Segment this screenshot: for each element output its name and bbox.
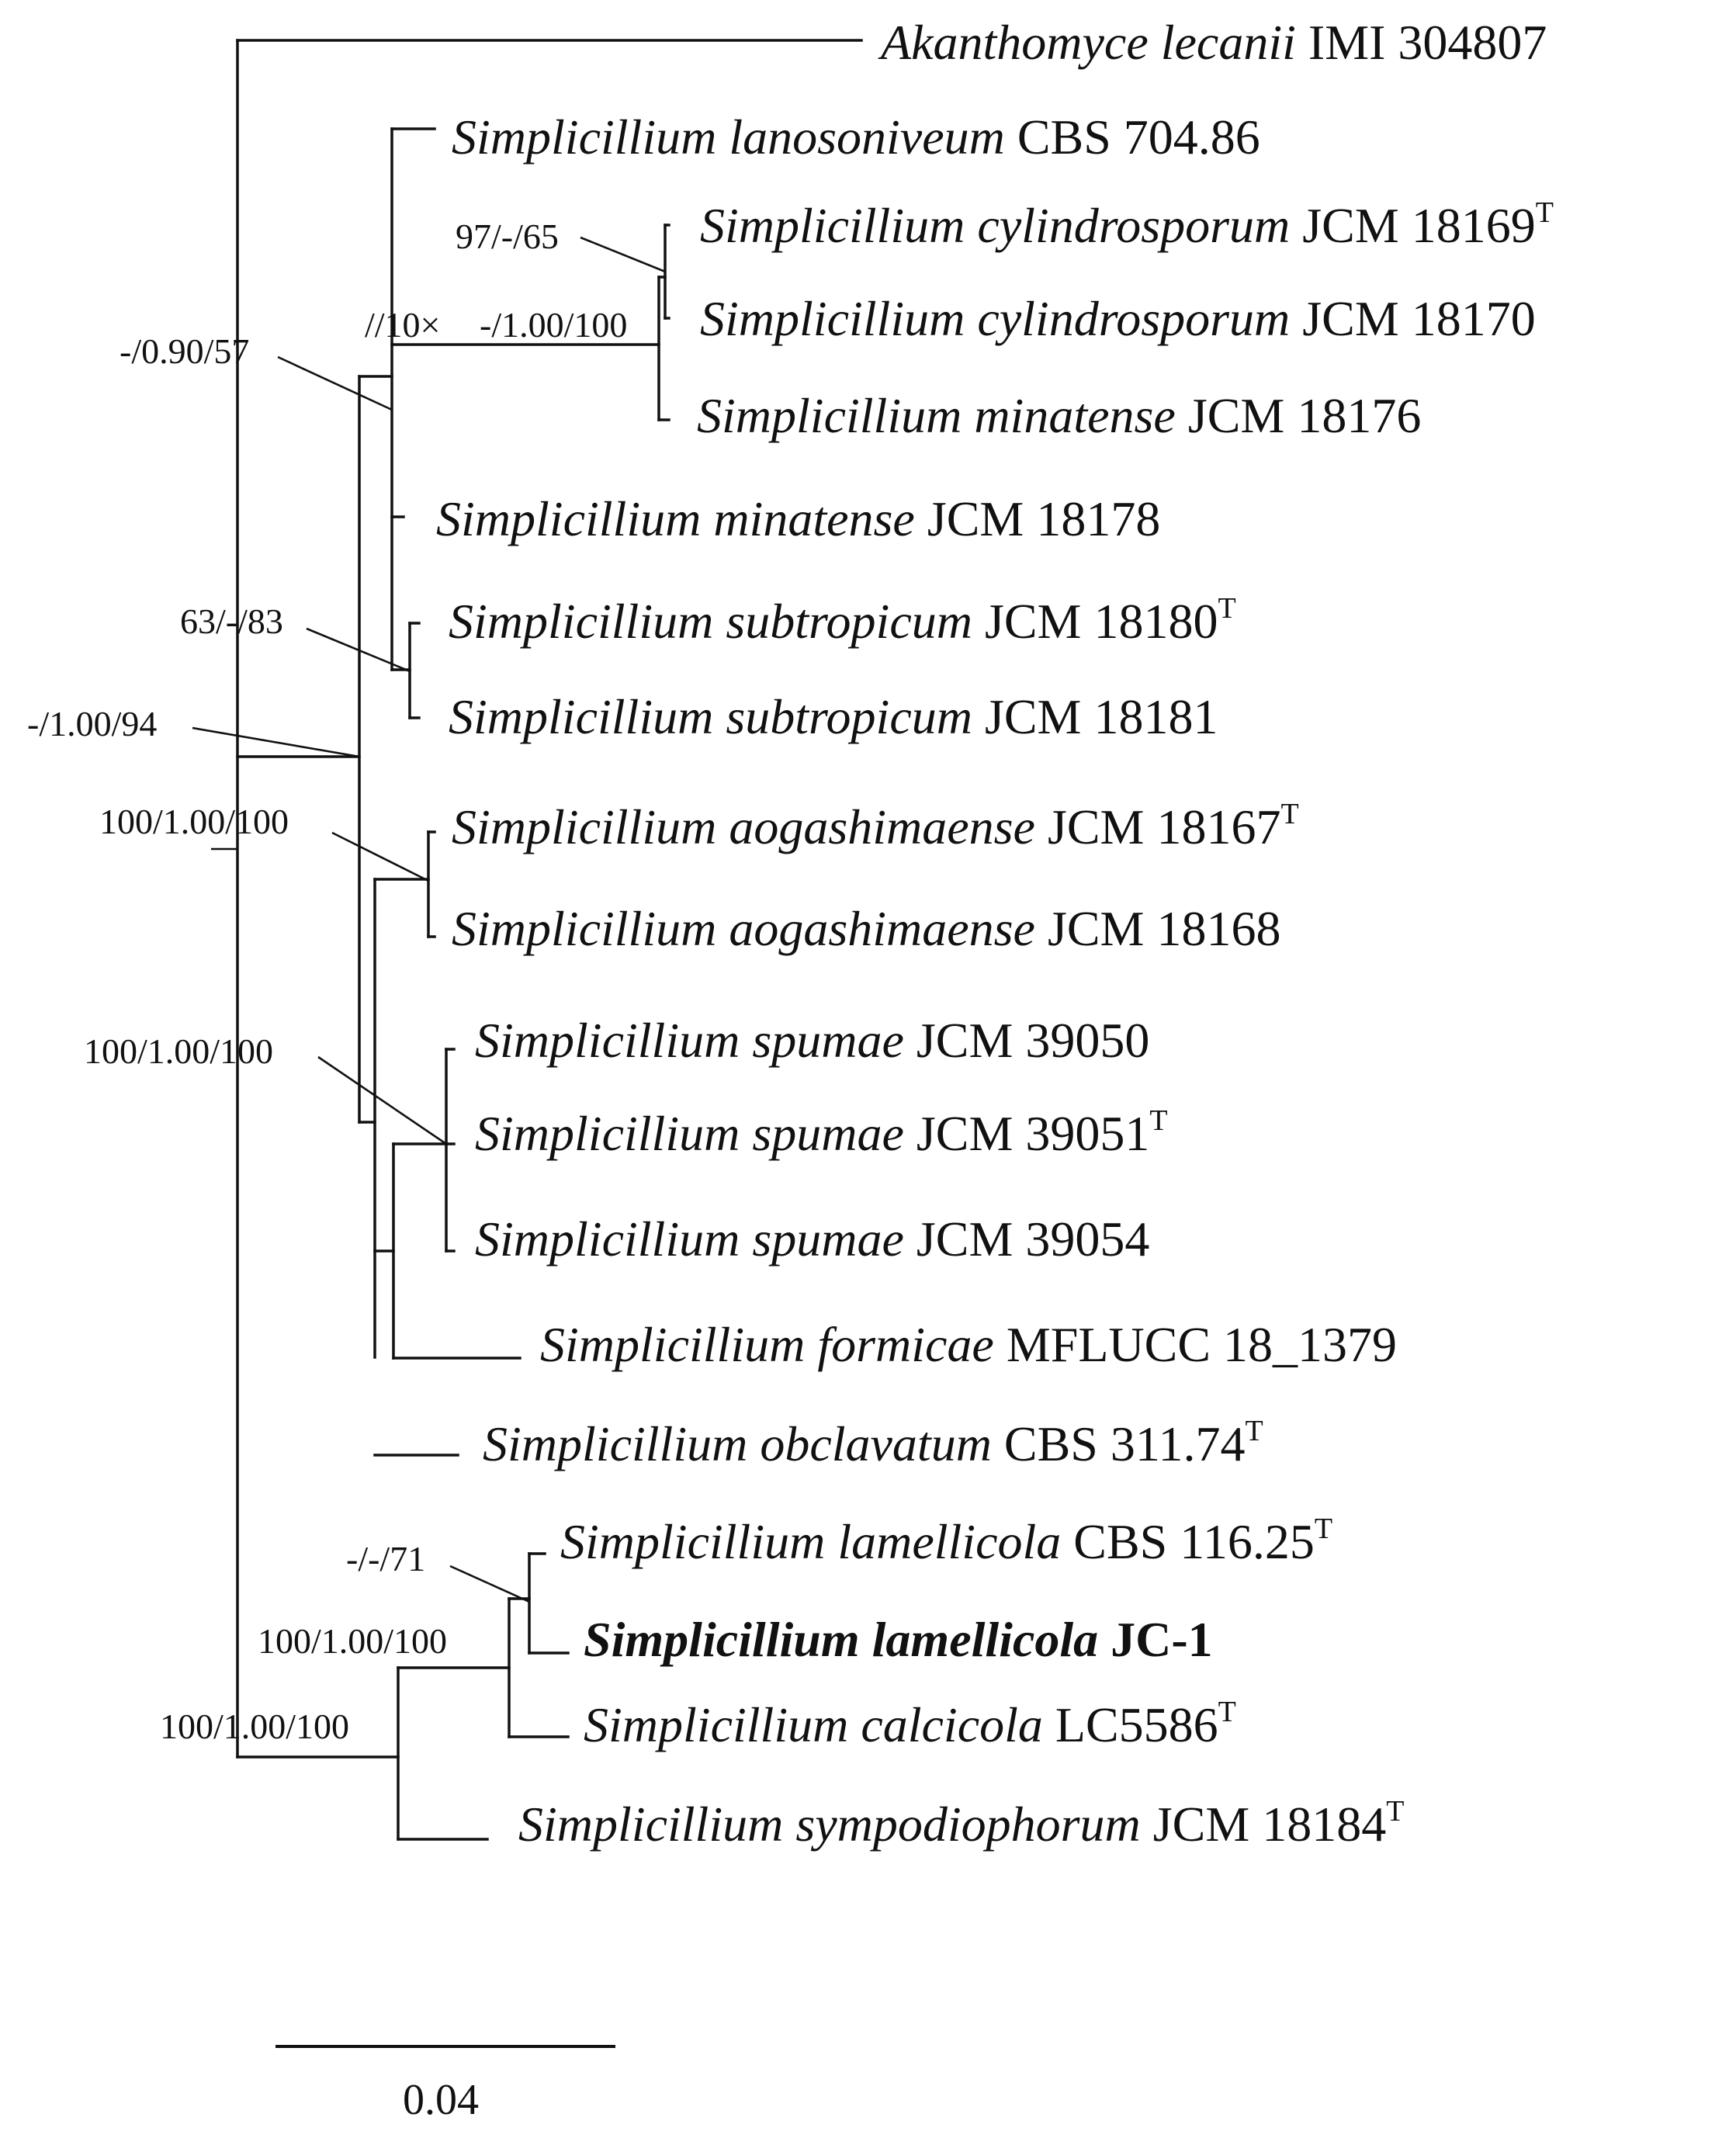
taxon-label: Simplicillium calcicola $LC5586^T$: [584, 1696, 1236, 1752]
scale-bar-label: 0.04: [403, 2076, 479, 2124]
support-lower-clade: 100/1.00/100: [160, 1707, 350, 1746]
taxon-label: Simplicillium aogashimaense JCM 18168: [452, 901, 1281, 956]
taxon-label: Simplicillium formicae MFLUCC 18_1379: [540, 1317, 1397, 1372]
support-lamellicola-pair: -/-/71: [346, 1539, 426, 1578]
support-subtropicum-clade: 63/-/83: [180, 601, 283, 641]
taxon-label: Simplicillium spumae JCM $39051^T$: [475, 1104, 1168, 1161]
taxon-label: Simplicillium lanosoniveum CBS 704.86: [452, 109, 1260, 165]
taxon-label: Simplicillium aogashimaense JCM $18167^T$: [452, 798, 1299, 854]
taxon-label: Simplicillium minatense JCM 18178: [436, 491, 1161, 546]
leader-lanosoniveum-clade: [278, 357, 392, 410]
taxon-label: Simplicillium spumae JCM 39054: [475, 1211, 1150, 1267]
leader-lamellicola-pair: [450, 1566, 529, 1602]
support-lamellicola-calcicola-clade: 100/1.00/100: [258, 1621, 448, 1661]
scale-bar: [275, 2046, 615, 2124]
support-cylindrosporum-pair: 97/-/65: [456, 217, 559, 256]
taxon-label: Simplicillium lamellicola CBS $116.25^T$: [560, 1513, 1333, 1569]
support-cylindrosporum-clade: -/1.00/100: [480, 305, 628, 345]
taxon-label: Simplicillium minatense JCM 18176: [697, 388, 1422, 443]
taxon-label: Simplicillium sympodiophorum JCM $18184^T$: [518, 1795, 1405, 1852]
leader-aogashimaense-clade: [332, 833, 428, 881]
taxon-label: Simplicillium subtropicum JCM 18181: [449, 689, 1218, 744]
taxon-label: Simplicillium cylindrosporum JCM $18169^T$: [700, 196, 1554, 253]
taxon-label-highlighted: Simplicillium lamellicola JC-1: [584, 1612, 1213, 1667]
taxon-label: Akanthomyce lecanii IMI 304807: [881, 15, 1547, 70]
taxon-label: Simplicillium obclavatum CBS $311.74^T$: [483, 1415, 1263, 1471]
leader-cylindrosporum-pair: [580, 237, 665, 272]
support-main-clade: -/1.00/94: [27, 704, 158, 743]
taxon-labels: [436, 15, 1554, 1852]
taxon-label: Simplicillium cylindrosporum JCM 18170: [700, 291, 1536, 346]
support-long-branch-mark: //10×: [365, 305, 441, 345]
taxon-label: Simplicillium spumae JCM 39050: [475, 1013, 1150, 1068]
taxon-label: Simplicillium subtropicum JCM $18180^T$: [449, 592, 1236, 649]
leader-main-clade: [192, 728, 359, 757]
leader-spumae-clade: [318, 1057, 446, 1144]
support-spumae-clade: 100/1.00/100: [84, 1031, 274, 1071]
support-aogashimaense-clade: 100/1.00/100: [99, 802, 289, 841]
support-values: [27, 217, 627, 1746]
support-lanosoniveum-clade: -/0.90/57: [120, 331, 250, 371]
